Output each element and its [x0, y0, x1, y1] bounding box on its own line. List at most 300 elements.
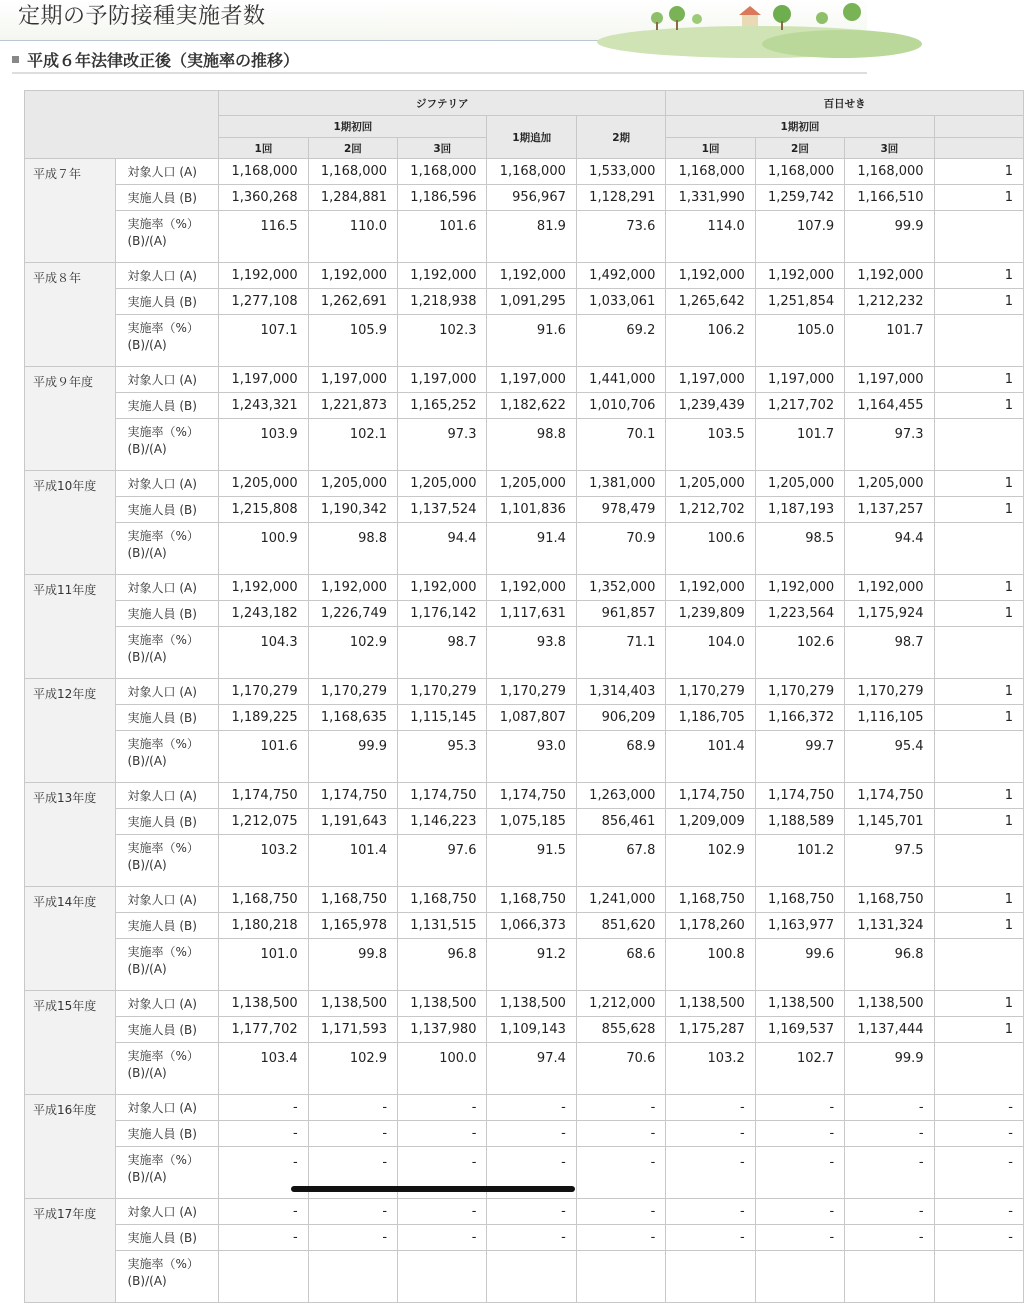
year-cell: 平成11年度 — [25, 575, 116, 679]
value-cell: 1,265,642 — [666, 289, 755, 315]
value-cell: 1 — [934, 705, 1023, 731]
value-cell: 68.9 — [576, 731, 665, 783]
value-cell: 1,284,881 — [308, 185, 397, 211]
metric-label-rate-line1: 実施率（%） — [127, 1049, 199, 1063]
value-cell: 1,186,596 — [398, 185, 487, 211]
metric-label-rate-line1: 実施率（%） — [127, 529, 199, 543]
value-cell: 1,168,000 — [487, 159, 576, 185]
metric-label-target: 対象人口 (A) — [115, 575, 219, 601]
header-dose-1: 1回 — [666, 138, 755, 159]
value-cell: 1,205,000 — [219, 471, 308, 497]
value-cell: 103.2 — [219, 835, 308, 887]
value-cell: - — [308, 1147, 397, 1199]
metric-label-done: 実施人員 (B) — [115, 1225, 219, 1251]
value-cell: 1 — [934, 991, 1023, 1017]
value-cell: 1,174,750 — [308, 783, 397, 809]
value-cell: 1,192,000 — [487, 263, 576, 289]
table-row — [25, 679, 1024, 705]
table-row — [25, 289, 1024, 315]
header-phase-initial: 1期初回 — [666, 116, 934, 138]
value-cell: 1,170,279 — [666, 679, 755, 705]
metric-label-target: 対象人口 (A) — [115, 263, 219, 289]
value-cell — [934, 1043, 1023, 1095]
table-row — [25, 471, 1024, 497]
value-cell: 1,243,321 — [219, 393, 308, 419]
value-cell: 102.9 — [666, 835, 755, 887]
value-cell: 101.6 — [219, 731, 308, 783]
value-cell: 1,168,000 — [219, 159, 308, 185]
table-row — [25, 367, 1024, 393]
page-title: 定期の予防接種実施者数 — [18, 4, 266, 29]
value-cell: 101.2 — [755, 835, 844, 887]
value-cell: 1,209,009 — [666, 809, 755, 835]
value-cell: 1,170,279 — [398, 679, 487, 705]
table-row — [25, 523, 1024, 575]
header-cell — [934, 138, 1023, 159]
value-cell: 97.6 — [398, 835, 487, 887]
value-cell: 73.6 — [576, 211, 665, 263]
value-cell: 107.1 — [219, 315, 308, 367]
value-cell: - — [845, 1095, 934, 1121]
value-cell: 1,212,232 — [845, 289, 934, 315]
value-cell: 1,212,000 — [576, 991, 665, 1017]
value-cell: - — [487, 1225, 576, 1251]
value-cell: 1,205,000 — [308, 471, 397, 497]
value-cell: 1,168,750 — [398, 887, 487, 913]
metric-label-rate — [115, 1043, 219, 1095]
year-cell: 平成９年度 — [25, 367, 116, 471]
header-dose-2: 2回 — [755, 138, 844, 159]
metric-label-rate-line1: 実施率（%） — [127, 217, 199, 231]
value-cell: 97.5 — [845, 835, 934, 887]
metric-label-rate-line1: 実施率（%） — [127, 425, 199, 439]
value-cell: 99.9 — [845, 211, 934, 263]
value-cell: 68.6 — [576, 939, 665, 991]
value-cell: - — [576, 1095, 665, 1121]
value-cell: - — [487, 1147, 576, 1199]
value-cell: 69.2 — [576, 315, 665, 367]
metric-label-target: 対象人口 (A) — [115, 367, 219, 393]
metric-label-rate — [115, 627, 219, 679]
value-cell: 1 — [934, 809, 1023, 835]
value-cell: - — [398, 1147, 487, 1199]
value-cell: 1,166,510 — [845, 185, 934, 211]
value-cell: 1,217,702 — [755, 393, 844, 419]
value-cell: 1,010,706 — [576, 393, 665, 419]
value-cell: 1,192,000 — [398, 263, 487, 289]
year-cell: 平成14年度 — [25, 887, 116, 991]
metric-label-target: 対象人口 (A) — [115, 1095, 219, 1121]
value-cell: 91.6 — [487, 315, 576, 367]
value-cell: 1,197,000 — [845, 367, 934, 393]
year-cell: 平成12年度 — [25, 679, 116, 783]
value-cell — [934, 419, 1023, 471]
value-cell — [934, 1251, 1023, 1303]
value-cell — [219, 1251, 308, 1303]
table-row — [25, 913, 1024, 939]
header-phase-initial: 1期初回 — [219, 116, 487, 138]
value-cell: 97.3 — [398, 419, 487, 471]
value-cell: 1,174,750 — [666, 783, 755, 809]
value-cell: - — [666, 1199, 755, 1225]
value-cell: - — [487, 1199, 576, 1225]
value-cell: 91.2 — [487, 939, 576, 991]
table-row — [25, 1199, 1024, 1225]
metric-label-done: 実施人員 (B) — [115, 913, 219, 939]
value-cell: 93.0 — [487, 731, 576, 783]
value-cell: 1,212,075 — [219, 809, 308, 835]
metric-label-rate-line2: (B)/(A) — [127, 338, 167, 352]
value-cell: - — [576, 1225, 665, 1251]
value-cell: 103.5 — [666, 419, 755, 471]
value-cell: 1,174,750 — [219, 783, 308, 809]
value-cell — [934, 939, 1023, 991]
value-cell: 98.8 — [487, 419, 576, 471]
value-cell: 1,138,500 — [666, 991, 755, 1017]
value-cell: 1,215,808 — [219, 497, 308, 523]
value-cell: - — [308, 1225, 397, 1251]
metric-label-rate-line1: 実施率（%） — [127, 633, 199, 647]
metric-label-rate-line1: 実施率（%） — [127, 1153, 199, 1167]
metric-label-done: 実施人員 (B) — [115, 601, 219, 627]
metric-label-rate-line2: (B)/(A) — [127, 858, 167, 872]
value-cell: 1,170,279 — [845, 679, 934, 705]
value-cell: 1,169,537 — [755, 1017, 844, 1043]
value-cell: 1,170,279 — [487, 679, 576, 705]
value-cell: - — [308, 1121, 397, 1147]
value-cell: 103.2 — [666, 1043, 755, 1095]
value-cell: 1,186,705 — [666, 705, 755, 731]
value-cell: - — [398, 1225, 487, 1251]
value-cell: 1,197,000 — [666, 367, 755, 393]
value-cell: 1,116,105 — [845, 705, 934, 731]
value-cell: - — [934, 1095, 1023, 1121]
metric-label-done: 実施人員 (B) — [115, 705, 219, 731]
value-cell: 1 — [934, 601, 1023, 627]
value-cell: - — [934, 1225, 1023, 1251]
value-cell: 102.3 — [398, 315, 487, 367]
table-row — [25, 393, 1024, 419]
value-cell — [576, 1251, 665, 1303]
section-heading-text: 平成６年法律改正後（実施率の推移） — [27, 51, 300, 70]
value-cell: 1,221,873 — [308, 393, 397, 419]
year-cell: 平成７年 — [25, 159, 116, 263]
value-cell: 96.8 — [398, 939, 487, 991]
value-cell: 105.0 — [755, 315, 844, 367]
value-cell: 1,239,439 — [666, 393, 755, 419]
value-cell: 1,177,702 — [219, 1017, 308, 1043]
metric-label-target: 対象人口 (A) — [115, 1199, 219, 1225]
value-cell: 93.8 — [487, 627, 576, 679]
value-cell: 978,479 — [576, 497, 665, 523]
value-cell: 103.9 — [219, 419, 308, 471]
value-cell: 1,138,500 — [219, 991, 308, 1017]
metric-label-target: 対象人口 (A) — [115, 679, 219, 705]
table-row — [25, 1225, 1024, 1251]
table-row — [25, 731, 1024, 783]
metric-label-rate — [115, 731, 219, 783]
value-cell: 1,187,193 — [755, 497, 844, 523]
value-cell: 855,628 — [576, 1017, 665, 1043]
value-cell: 95.4 — [845, 731, 934, 783]
value-cell: 1,197,000 — [398, 367, 487, 393]
metric-label-rate-line2: (B)/(A) — [127, 442, 167, 456]
table-body — [25, 159, 1024, 1303]
value-cell: 104.3 — [219, 627, 308, 679]
value-cell: 1,168,635 — [308, 705, 397, 731]
table-row — [25, 497, 1024, 523]
value-cell: 1,314,403 — [576, 679, 665, 705]
value-cell: - — [755, 1095, 844, 1121]
heading-divider — [12, 72, 867, 74]
value-cell: 1 — [934, 783, 1023, 809]
value-cell: 1,197,000 — [308, 367, 397, 393]
value-cell: - — [845, 1225, 934, 1251]
metric-label-rate — [115, 211, 219, 263]
metric-label-rate — [115, 1251, 219, 1303]
value-cell: 1,117,631 — [487, 601, 576, 627]
value-cell: 100.6 — [666, 523, 755, 575]
value-cell — [934, 627, 1023, 679]
value-cell — [934, 731, 1023, 783]
value-cell: 1 — [934, 497, 1023, 523]
value-cell: - — [845, 1147, 934, 1199]
table-row — [25, 1251, 1024, 1303]
value-cell: 1,175,287 — [666, 1017, 755, 1043]
value-cell: 1 — [934, 1017, 1023, 1043]
value-cell: - — [576, 1121, 665, 1147]
metric-label-target: 対象人口 (A) — [115, 471, 219, 497]
value-cell — [934, 211, 1023, 263]
metric-label-rate-line2: (B)/(A) — [127, 546, 167, 560]
table-row — [25, 185, 1024, 211]
table-row — [25, 939, 1024, 991]
value-cell: - — [934, 1147, 1023, 1199]
value-cell: 1,168,750 — [219, 887, 308, 913]
table-row — [25, 159, 1024, 185]
metric-label-rate — [115, 835, 219, 887]
table-row — [25, 1043, 1024, 1095]
value-cell: 1,138,500 — [755, 991, 844, 1017]
value-cell: 961,857 — [576, 601, 665, 627]
value-cell: - — [934, 1199, 1023, 1225]
value-cell: 1,137,257 — [845, 497, 934, 523]
value-cell — [934, 523, 1023, 575]
year-cell: 平成10年度 — [25, 471, 116, 575]
value-cell: 1,146,223 — [398, 809, 487, 835]
header-dose-3: 3回 — [845, 138, 934, 159]
value-cell: 99.9 — [308, 731, 397, 783]
value-cell — [845, 1251, 934, 1303]
value-cell: 1,212,702 — [666, 497, 755, 523]
value-cell: 1,205,000 — [755, 471, 844, 497]
value-cell: 1,191,643 — [308, 809, 397, 835]
table-row — [25, 809, 1024, 835]
value-cell: 1,263,000 — [576, 783, 665, 809]
metric-label-done: 実施人員 (B) — [115, 1017, 219, 1043]
value-cell: 99.8 — [308, 939, 397, 991]
value-cell: 1,205,000 — [845, 471, 934, 497]
metric-label-rate-line1: 実施率（%） — [127, 841, 199, 855]
value-cell: 100.0 — [398, 1043, 487, 1095]
metric-label-rate-line2: (B)/(A) — [127, 1170, 167, 1184]
value-cell: 116.5 — [219, 211, 308, 263]
table-row — [25, 835, 1024, 887]
value-cell: 1,205,000 — [398, 471, 487, 497]
value-cell: 1,168,750 — [666, 887, 755, 913]
value-cell: 1,066,373 — [487, 913, 576, 939]
value-cell: 1,145,701 — [845, 809, 934, 835]
header-phase-2: 2期 — [576, 116, 665, 159]
value-cell: 110.0 — [308, 211, 397, 263]
value-cell: - — [576, 1199, 665, 1225]
table-row — [25, 627, 1024, 679]
value-cell: - — [845, 1121, 934, 1147]
value-cell: 1,166,372 — [755, 705, 844, 731]
value-cell — [934, 315, 1023, 367]
metric-label-rate-line2: (B)/(A) — [127, 962, 167, 976]
value-cell: 1,239,809 — [666, 601, 755, 627]
value-cell: 1,176,142 — [398, 601, 487, 627]
value-cell: 102.9 — [308, 627, 397, 679]
metric-label-rate-line2: (B)/(A) — [127, 234, 167, 248]
value-cell: 1,192,000 — [666, 575, 755, 601]
value-cell: 102.6 — [755, 627, 844, 679]
table-row — [25, 783, 1024, 809]
value-cell: 99.9 — [845, 1043, 934, 1095]
value-cell: 70.1 — [576, 419, 665, 471]
value-cell: 1 — [934, 393, 1023, 419]
value-cell: 100.8 — [666, 939, 755, 991]
table-viewport[interactable] — [24, 90, 1013, 1288]
value-cell — [934, 835, 1023, 887]
value-cell: 1,192,000 — [666, 263, 755, 289]
value-cell: - — [219, 1095, 308, 1121]
value-cell: - — [934, 1121, 1023, 1147]
table-row — [25, 211, 1024, 263]
value-cell: 114.0 — [666, 211, 755, 263]
value-cell: 105.9 — [308, 315, 397, 367]
table-row — [25, 1017, 1024, 1043]
metric-label-done: 実施人員 (B) — [115, 1121, 219, 1147]
value-cell: 101.4 — [308, 835, 397, 887]
value-cell: 1,091,295 — [487, 289, 576, 315]
value-cell: 1,137,524 — [398, 497, 487, 523]
value-cell — [755, 1251, 844, 1303]
table-row — [25, 315, 1024, 367]
value-cell: 906,209 — [576, 705, 665, 731]
value-cell: 1,175,924 — [845, 601, 934, 627]
home-indicator[interactable] — [291, 1186, 575, 1192]
year-cell: 平成13年度 — [25, 783, 116, 887]
value-cell: 101.7 — [755, 419, 844, 471]
corner-header — [25, 91, 219, 159]
value-cell: - — [308, 1199, 397, 1225]
value-cell: - — [398, 1199, 487, 1225]
value-cell: 101.0 — [219, 939, 308, 991]
value-cell: 1,192,000 — [219, 263, 308, 289]
landscape-decoration-icon — [607, 0, 867, 40]
value-cell: 81.9 — [487, 211, 576, 263]
value-cell: 1,168,750 — [755, 887, 844, 913]
value-cell: 1,165,252 — [398, 393, 487, 419]
value-cell: 1,174,750 — [845, 783, 934, 809]
value-cell: 1,168,000 — [308, 159, 397, 185]
value-cell: 1,251,854 — [755, 289, 844, 315]
value-cell: 1,168,750 — [487, 887, 576, 913]
value-cell: 1,101,836 — [487, 497, 576, 523]
value-cell: 1,262,691 — [308, 289, 397, 315]
table-row — [25, 991, 1024, 1017]
value-cell: 1,492,000 — [576, 263, 665, 289]
value-cell: 1,192,000 — [755, 575, 844, 601]
value-cell: 98.5 — [755, 523, 844, 575]
table-row — [25, 1121, 1024, 1147]
value-cell: 1,226,749 — [308, 601, 397, 627]
value-cell: 1,115,145 — [398, 705, 487, 731]
table-row — [25, 419, 1024, 471]
value-cell: 1,182,622 — [487, 393, 576, 419]
value-cell: 1,138,500 — [487, 991, 576, 1017]
value-cell: 1,168,000 — [755, 159, 844, 185]
value-cell: 1,189,225 — [219, 705, 308, 731]
value-cell: 102.7 — [755, 1043, 844, 1095]
value-cell: - — [308, 1095, 397, 1121]
metric-label-rate-line1: 実施率（%） — [127, 321, 199, 335]
value-cell: 95.3 — [398, 731, 487, 783]
value-cell: 1,171,593 — [308, 1017, 397, 1043]
value-cell: 1,205,000 — [666, 471, 755, 497]
value-cell: 1,192,000 — [487, 575, 576, 601]
header-diphtheria: ジフテリア — [219, 91, 666, 116]
value-cell: 98.7 — [845, 627, 934, 679]
value-cell: 99.6 — [755, 939, 844, 991]
metric-label-target: 対象人口 (A) — [115, 991, 219, 1017]
value-cell: 1 — [934, 289, 1023, 315]
value-cell: 106.2 — [666, 315, 755, 367]
value-cell: 1,241,000 — [576, 887, 665, 913]
metric-label-rate-line1: 実施率（%） — [127, 737, 199, 751]
value-cell: 1,277,108 — [219, 289, 308, 315]
metric-label-done: 実施人員 (B) — [115, 185, 219, 211]
value-cell — [308, 1251, 397, 1303]
value-cell: 94.4 — [845, 523, 934, 575]
value-cell: 1,164,455 — [845, 393, 934, 419]
metric-label-rate — [115, 523, 219, 575]
table-row — [25, 1095, 1024, 1121]
value-cell: 1,168,000 — [845, 159, 934, 185]
value-cell: 1,441,000 — [576, 367, 665, 393]
value-cell: 1,331,990 — [666, 185, 755, 211]
value-cell: 1,168,750 — [308, 887, 397, 913]
value-cell: 1,381,000 — [576, 471, 665, 497]
value-cell: 97.4 — [487, 1043, 576, 1095]
value-cell: - — [219, 1225, 308, 1251]
value-cell: 1,188,589 — [755, 809, 844, 835]
value-cell: 1,138,500 — [308, 991, 397, 1017]
header-phase-additional: 1期追加 — [487, 116, 576, 159]
value-cell: 1,192,000 — [755, 263, 844, 289]
value-cell: 1 — [934, 887, 1023, 913]
value-cell: 1,192,000 — [845, 575, 934, 601]
metric-label-rate — [115, 939, 219, 991]
metric-label-rate-line2: (B)/(A) — [127, 754, 167, 768]
value-cell: - — [666, 1147, 755, 1199]
metric-label-rate — [115, 419, 219, 471]
vaccination-table — [24, 90, 1024, 1303]
value-cell: 97.3 — [845, 419, 934, 471]
table-row — [25, 601, 1024, 627]
